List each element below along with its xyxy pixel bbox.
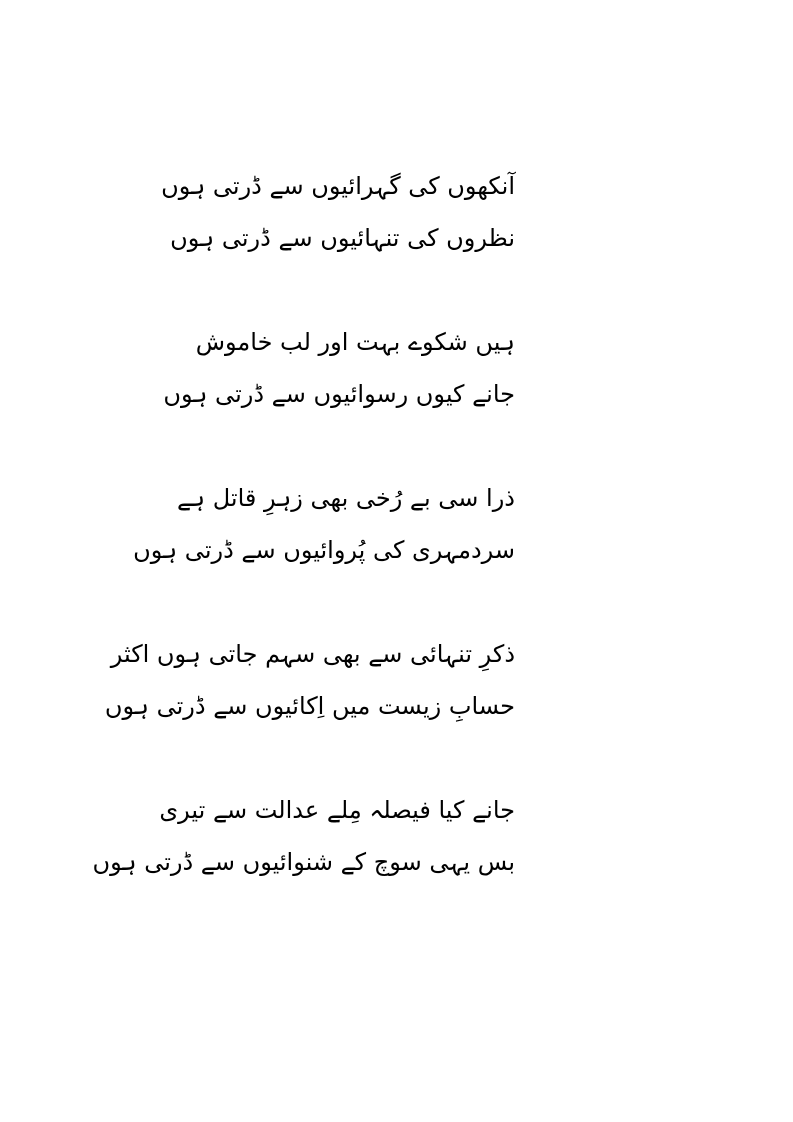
poem	[92, 160, 515, 940]
stanza-5	[92, 784, 515, 888]
poem-line: ذرا سی بے رُخی بھی زہرِ قاتل ہے	[176, 484, 515, 512]
stanza-3	[133, 472, 515, 576]
poem-line: جانے کیا فیصلہ مِلے عدالت سے تیری	[159, 796, 515, 824]
poem-line: حسابِ زیست میں اِکائیوں سے ڈرتی ہوں	[104, 692, 515, 720]
poem-line: ہیں شکوے بہت اور لب خاموش	[195, 328, 515, 356]
poem-line: نظروں کی تنہائیوں سے ڈرتی ہوں	[170, 224, 515, 252]
poem-line: سردمہری کی پُروائیوں سے ڈرتی ہوں	[133, 536, 515, 564]
stanza-2	[163, 316, 515, 420]
stanza-4	[104, 628, 515, 732]
poem-line: جانے کیوں رسوائیوں سے ڈرتی ہوں	[163, 380, 515, 408]
stanza-1	[161, 160, 515, 264]
poem-line: آنکھوں کی گہرائیوں سے ڈرتی ہوں	[161, 172, 515, 200]
poem-line: بس یہی سوچ کے شنوائیوں سے ڈرتی ہوں	[92, 848, 515, 876]
poem-line: ذکرِ تنہائی سے بھی سہم جاتی ہوں اکثر	[110, 640, 515, 668]
